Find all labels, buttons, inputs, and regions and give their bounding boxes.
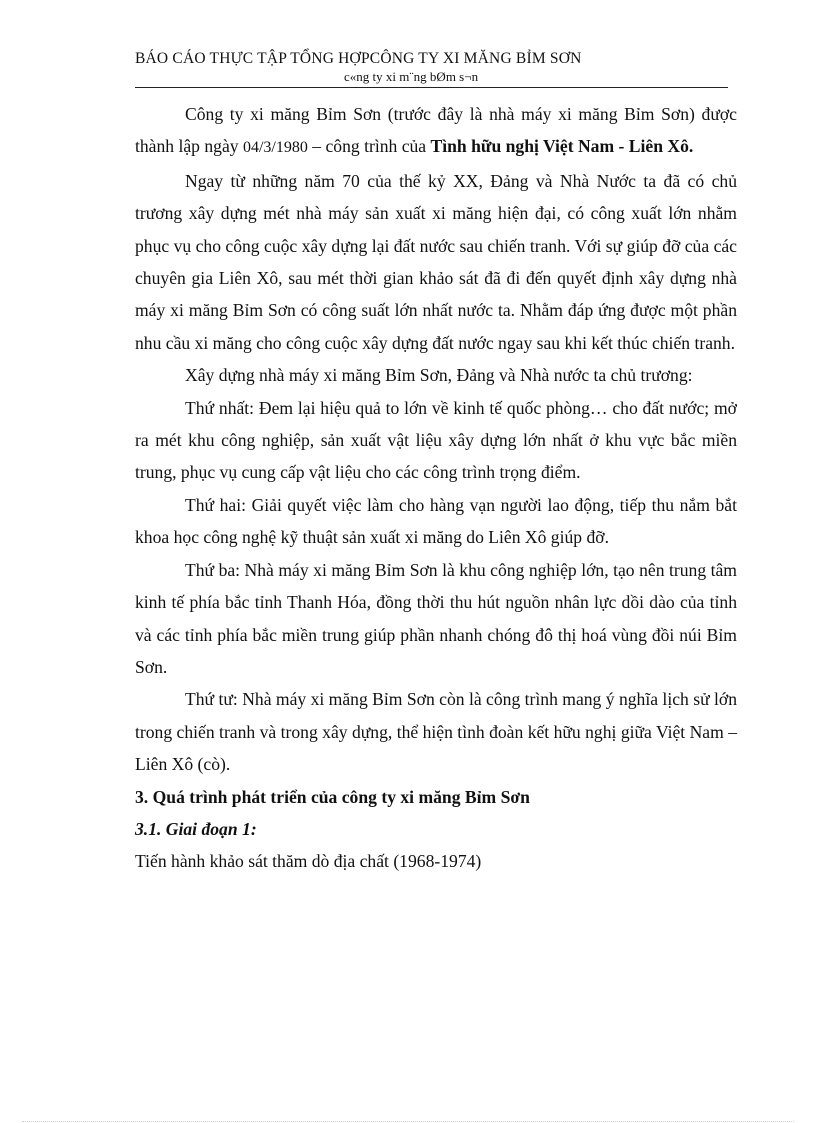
- paragraph-second: Thứ hai: Giải quyết việc làm cho hàng vạn người lao động, tiếp thu nắm bắt khoa học công nghệ kỹ thuật sản xuất xi măng do Liên Xô giúp đỡ.: [135, 494, 737, 548]
- intro-text-b: – công trình của: [307, 136, 431, 157]
- paragraph-first: Thứ nhất: Đem lại hiệu quả to lớn về kinh tế quốc phòng… cho đất nước; mở ra mét khu công nghiệp, sản xuất vật liệu xây dựng lớn nhất ở khu vực bắc miền trung, phục vụ cung cấp vật liệu cho các công trình trọng điểm.: [135, 397, 737, 483]
- paragraph-history: Ngay từ những năm 70 của thế kỷ XX, Đảng và Nhà Nước ta đã có chủ trương xây dựng mét nhà máy sản xuất xi măng hiện đại, có công xuất lớn nhằm phục vụ cho công cuộc xây dựng lại đất nước sau chiến tranh. Với sự giúp đỡ của các chuyên gia Liên Xô, sau mét thời gian khảo sát đã đi đến quyết định xây dựng nhà máy xi măng Bỉm Sơn có công suất lớn nhất nước ta. Nhằm đáp ứng được một phần nhu cầu xi măng cho công cuộc xây dựng đất nước ngay sau khi kết thúc chiến tranh.: [135, 170, 737, 353]
- header-subtitle: c«ng ty xi m¨ng bØm s¬n: [344, 69, 479, 84]
- intro-text-a: Công ty xi măng Bỉm Sơn (trước đây là nhà máy xi măng Bỉm Sơn) được thành lập ngày: [135, 104, 737, 157]
- paragraph-third: Thứ ba: Nhà máy xi măng Bỉm Sơn là khu công nghiệp lớn, tạo nên trung tâm kinh tế phía bắc tỉnh Thanh Hóa, đồng thời thu hút nguồn nhân lực dồi dào của tỉnh và các tỉnh phía bắc miền trung giúp phần nhanh chóng đô thị hoá vùng đồi núi Bỉm Sơn.: [135, 559, 737, 677]
- survey-line: Tiến hành khảo sát thăm dò địa chất (1968-1974): [135, 851, 482, 872]
- section-heading-3: 3. Quá trình phát triển của công ty xi măng Bỉm Sơn: [135, 786, 530, 807]
- founding-date: 04/3/1980: [242, 139, 308, 157]
- paragraph-intro: [135, 98, 737, 165]
- header-divider: [135, 87, 728, 88]
- section-heading-3-1: 3.1. Giai đoạn 1:: [135, 818, 257, 839]
- friendship-phrase: Tình hữu nghị Việt Nam - Liên Xô.: [430, 136, 694, 157]
- header-title: BÁO CÁO THỰC TẬP TỔNG HỢPCÔNG TY XI MĂNG BỈM SƠN: [135, 50, 582, 67]
- page-bottom-divider: [22, 1121, 794, 1122]
- page-header: [135, 50, 735, 84]
- paragraph-fourth: Thứ tư: Nhà máy xi măng Bỉm Sơn còn là công trình mang ý nghĩa lịch sử lớn trong chiến tranh và trong xây dựng, thể hiện tình đoàn kết hữu nghị giữa Việt Nam – Liên Xô (cò).: [135, 689, 737, 775]
- document-body: [135, 98, 737, 878]
- paragraph-policy: Xây dựng nhà máy xi măng Bỉm Sơn, Đảng và Nhà nước ta chủ trương:: [185, 365, 693, 386]
